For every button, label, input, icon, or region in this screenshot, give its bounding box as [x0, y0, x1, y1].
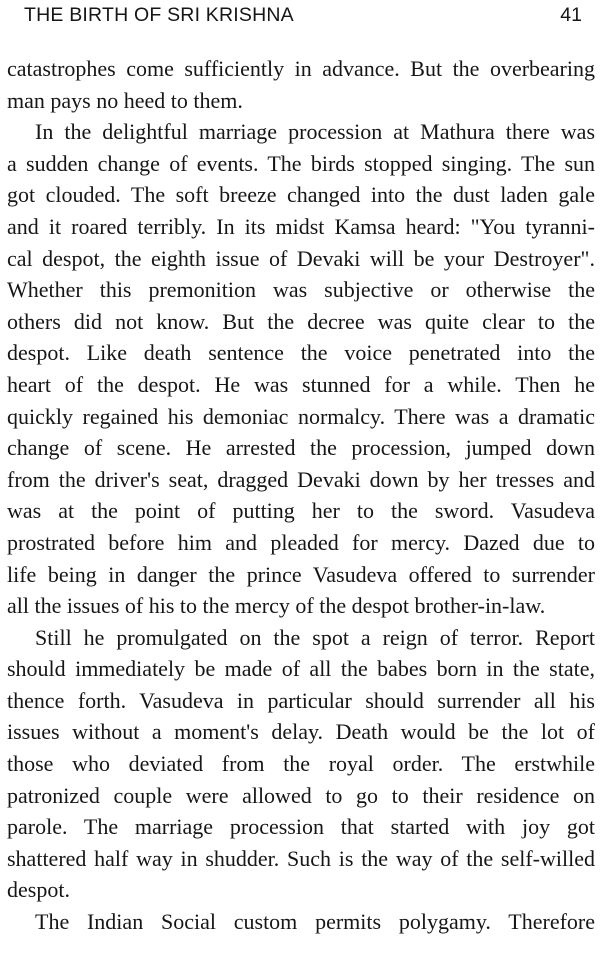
text-line: The Indian Social custom permits polygamy. Therefore	[35, 909, 595, 935]
text-line: and it roared terribly. In its midst Kamsa heard: "You tyranni-	[7, 213, 595, 239]
text-line: those who deviated from the royal order. The erstwhile	[7, 751, 595, 777]
text-line: got clouded. The soft breeze changed into the dust laden gale	[7, 182, 595, 208]
text-line: all the issues of his to the mercy of the despot brother-in-law.	[7, 593, 546, 619]
text-line: prostrated before him and pleaded for mercy. Dazed due to	[7, 529, 595, 555]
running-title: THE BIRTH OF SRI KRISHNA	[24, 4, 294, 26]
text-line: despot.	[7, 877, 70, 903]
text-line: despot. Like death sentence the voice penetrated into the	[7, 340, 595, 366]
running-head	[0, 0, 600, 34]
text-line: shattered half way in shudder. Such is the way of the self-willed	[7, 845, 595, 871]
page-number: 41	[560, 4, 582, 26]
text-line: catastrophes come sufficiently in advance. But the overbearing	[7, 56, 595, 81]
text-line: others did not know. But the decree was quite clear to the	[7, 308, 595, 334]
body-text	[7, 53, 595, 938]
text-line: thence forth. Vasudeva in particular should surrender all his	[7, 687, 595, 713]
text-line: Whether this premonition was subjective or otherwise the	[7, 277, 595, 303]
text-line: patronized couple were allowed to go to their residence on	[7, 782, 595, 808]
text-line: quickly regained his demoniac normalcy. There was a dramatic	[7, 403, 595, 429]
text-line: Still he promulgated on the spot a reign of terror. Report	[35, 624, 595, 650]
text-line: was at the point of putting her to the sword. Vasudeva	[7, 498, 595, 524]
text-line: change of scene. He arrested the procession, jumped down	[7, 435, 595, 461]
text-line: heart of the despot. He was stunned for a while. Then he	[7, 371, 595, 397]
text-line: should immediately be made of all the babes born in the state,	[7, 656, 595, 682]
text-line: man pays no heed to them.	[7, 87, 243, 113]
text-line: parole. The marriage procession that started with joy got	[7, 814, 595, 840]
text-line: life being in danger the prince Vasudeva offered to surrender	[7, 561, 595, 587]
text-line: issues without a moment's delay. Death would be the lot of	[7, 719, 595, 745]
text-line: a sudden change of events. The birds stopped singing. The sun	[7, 150, 595, 176]
text-line: cal despot, the eighth issue of Devaki will be your Destroyer".	[7, 245, 595, 271]
text-line: In the delightful marriage procession at Mathura there was	[35, 119, 595, 145]
text-line: from the driver's seat, dragged Devaki down by her tresses and	[7, 466, 595, 492]
